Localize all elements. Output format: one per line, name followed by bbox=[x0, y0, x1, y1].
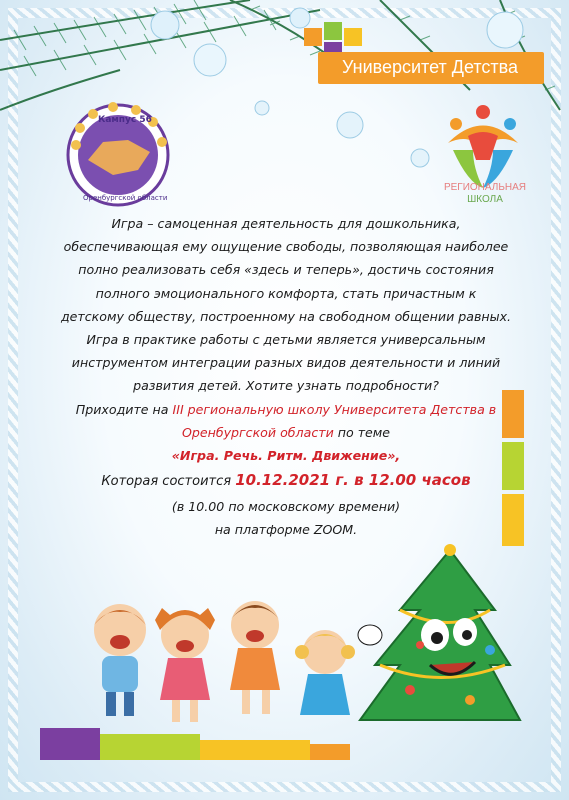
paragraph-line: Игра – самоценная деятельность для дошкольника, bbox=[111, 216, 461, 231]
paragraph-line: Игра в практике работы с детьми является универсальным bbox=[86, 332, 486, 348]
date-line bbox=[56, 467, 516, 495]
kampus56-title: Кампус 56 bbox=[98, 115, 152, 125]
invite-suffix: по теме bbox=[333, 424, 391, 440]
regional-school-caption bbox=[430, 182, 540, 206]
paragraph-line: развития детей. Хотите узнать подробности? bbox=[133, 378, 439, 394]
paragraph-line: полно реализовать себя «здесь и теперь», достичь состояния bbox=[78, 262, 494, 278]
moscow-time: (в 10.00 по московскому времени) bbox=[171, 499, 401, 515]
university-banner-text: Университет Детства bbox=[342, 57, 519, 77]
children-illustration bbox=[80, 590, 370, 735]
event-datetime: 10.12.2021 г. в 12.00 часов bbox=[235, 471, 471, 490]
invite-prefix: Приходите на bbox=[75, 401, 173, 417]
paragraph-line: обеспечивающая ему ощущение свободы, позволяющая наиболее bbox=[63, 239, 509, 255]
paragraph-line: детскому обществу, построенному на свободном общении равных. bbox=[60, 308, 512, 324]
platform-line: на платформе ZOOM. bbox=[214, 522, 358, 538]
christmas-tree-illustration bbox=[340, 540, 530, 730]
regional-caption-line2: ШКОЛА bbox=[467, 194, 503, 205]
regional-caption-line1: РЕГИОНАЛЬНАЯ bbox=[443, 182, 527, 193]
girl-2 bbox=[230, 601, 280, 714]
kampus56-logo bbox=[58, 100, 178, 210]
theme-title: «Игра. Речь. Ритм. Движение», bbox=[171, 448, 401, 464]
university-banner bbox=[318, 52, 544, 84]
kampus56-subtitle: Оренбургской области bbox=[83, 194, 168, 202]
boy-1 bbox=[94, 604, 146, 716]
invite-line-2 bbox=[56, 421, 516, 444]
invite-line bbox=[56, 398, 516, 421]
date-prefix: Которая состоится bbox=[101, 474, 236, 490]
girl-1 bbox=[155, 608, 215, 722]
puzzle-bottom-strip bbox=[40, 720, 350, 760]
paragraph-line: полного эмоционального комфорта, стать причастным к bbox=[95, 285, 477, 301]
invite-highlight-2: Оренбургской области bbox=[181, 424, 334, 440]
puzzle-side-decoration bbox=[498, 390, 528, 560]
announcement-text bbox=[56, 212, 516, 542]
paragraph-line: инструментом интеграции разных видов деятельности и линий bbox=[71, 355, 501, 371]
invite-highlight-1: III региональную школу Университета Детства в bbox=[172, 401, 497, 417]
